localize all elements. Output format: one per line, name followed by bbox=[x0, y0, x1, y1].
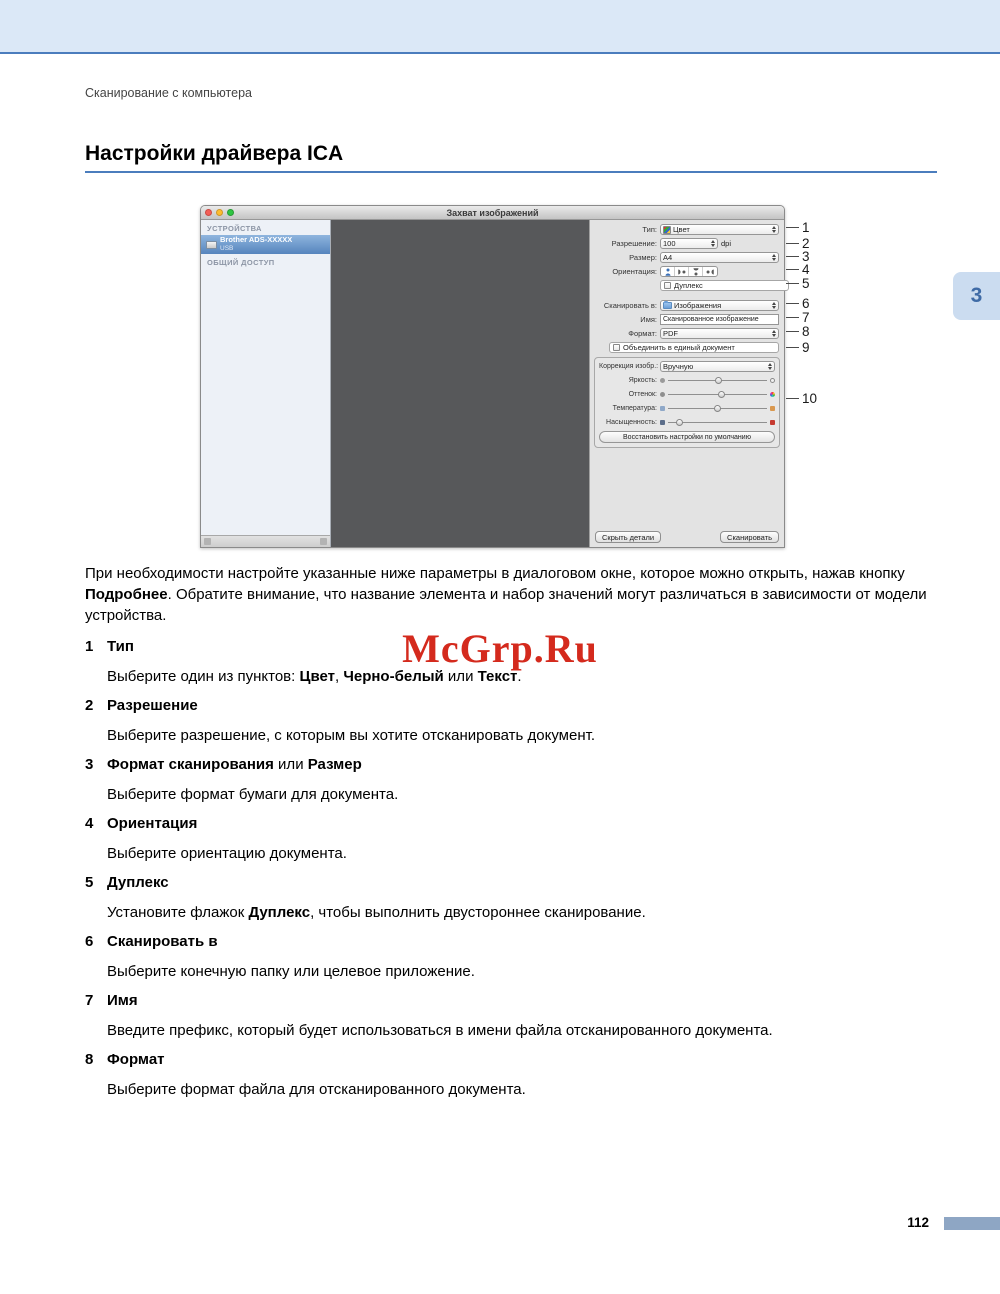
combine-checkbox[interactable] bbox=[613, 344, 620, 351]
callout-3: 3 bbox=[786, 248, 810, 264]
item-body: Выберите формат бумаги для документа. bbox=[107, 786, 399, 803]
item-body: Выберите разрешение, с которым вы хотите отсканировать документ. bbox=[107, 727, 595, 744]
orientation-landscape-button[interactable] bbox=[675, 267, 689, 276]
combine-row bbox=[595, 342, 779, 353]
combine-label: Объединить в единый документ bbox=[623, 343, 735, 352]
type-label: Тип: bbox=[642, 225, 657, 234]
sidebar-settings-icon[interactable] bbox=[320, 538, 327, 545]
device-connection: USB bbox=[220, 245, 234, 253]
callout-4: 4 bbox=[786, 261, 810, 277]
settings-list bbox=[85, 636, 965, 1108]
folder-icon bbox=[663, 302, 672, 309]
correction-dropdown[interactable]: Вручную bbox=[660, 361, 775, 372]
list-item bbox=[85, 990, 965, 1041]
chapter-tab: 3 bbox=[953, 272, 1000, 320]
tint-row bbox=[599, 389, 775, 400]
item-heading: 2 Разрешение bbox=[85, 697, 198, 714]
resolution-label: Разрешение: bbox=[611, 239, 657, 248]
type-row bbox=[595, 224, 779, 235]
item-body: Выберите ориентацию документа. bbox=[107, 845, 347, 862]
list-item bbox=[85, 1049, 965, 1100]
footer-accent-block bbox=[944, 1217, 1000, 1230]
scan-to-label: Сканировать в: bbox=[603, 301, 657, 310]
callout-5: 5 bbox=[786, 275, 810, 291]
stepper-arrows-icon bbox=[770, 226, 776, 233]
color-swatch-icon bbox=[663, 226, 671, 234]
scan-to-row bbox=[595, 300, 779, 311]
image-correction-group bbox=[594, 357, 780, 448]
item-heading: 5 Дуплекс bbox=[85, 874, 169, 891]
scan-button[interactable]: Сканировать bbox=[720, 531, 779, 543]
settings-panel bbox=[589, 220, 784, 547]
shared-header: ОБЩИЙ ДОСТУП bbox=[207, 258, 275, 267]
sidebar-footer bbox=[201, 535, 330, 547]
page-number: 112 bbox=[907, 1215, 929, 1230]
orientation-portrait-button[interactable] bbox=[661, 267, 675, 276]
duplex-checkbox[interactable] bbox=[664, 282, 671, 289]
size-row bbox=[595, 252, 779, 263]
scan-to-dropdown[interactable]: Изображения bbox=[660, 300, 779, 311]
window-titlebar[interactable] bbox=[201, 206, 784, 220]
name-input[interactable]: Сканированное изображение bbox=[660, 314, 779, 325]
callout-1: 1 bbox=[786, 219, 810, 235]
list-item bbox=[85, 813, 965, 864]
stepper-arrows-icon bbox=[709, 240, 715, 247]
title-underline bbox=[85, 171, 937, 173]
item-body: Выберите конечную папку или целевое приложение. bbox=[107, 963, 475, 980]
resolution-unit: dpi bbox=[721, 239, 732, 248]
item-heading: 7 Имя bbox=[85, 992, 138, 1009]
device-name: Brother ADS-XXXXX bbox=[220, 236, 293, 245]
tint-label: Оттенок: bbox=[628, 391, 657, 398]
item-heading: 3 Формат сканирования или Размер bbox=[85, 756, 362, 773]
orientation-control bbox=[660, 266, 718, 277]
brightness-label: Яркость: bbox=[628, 377, 657, 384]
item-heading: 6 Сканировать в bbox=[85, 933, 218, 950]
resolution-dropdown[interactable]: 100 bbox=[660, 238, 718, 249]
orientation-reverse-landscape-button[interactable] bbox=[703, 267, 717, 276]
name-label: Имя: bbox=[640, 315, 657, 324]
item-body: Выберите один из пунктов: Цвет, Черно-белый или Текст. bbox=[107, 668, 522, 685]
stepper-arrows-icon bbox=[770, 330, 776, 337]
list-item bbox=[85, 695, 965, 746]
brightness-slider[interactable] bbox=[660, 375, 775, 386]
device-item[interactable] bbox=[201, 235, 330, 254]
saturation-low-icon bbox=[660, 420, 665, 425]
tint-slider[interactable] bbox=[660, 389, 775, 400]
callout-6: 6 bbox=[786, 295, 810, 311]
list-item bbox=[85, 931, 965, 982]
brightness-high-icon bbox=[770, 378, 775, 383]
duplex-checkbox-group[interactable] bbox=[660, 280, 789, 291]
tint-color-wheel-icon bbox=[770, 392, 775, 397]
slider-thumb[interactable] bbox=[718, 391, 725, 398]
item-heading: 1 Тип bbox=[85, 638, 134, 655]
slider-thumb[interactable] bbox=[714, 405, 721, 412]
callout-9: 9 bbox=[786, 339, 810, 355]
window-title: Захват изображений bbox=[446, 207, 539, 218]
list-item bbox=[85, 872, 965, 923]
list-item bbox=[85, 636, 965, 687]
temperature-warm-icon bbox=[770, 406, 775, 411]
stepper-arrows-icon bbox=[766, 363, 772, 370]
watermark: McGrp.Ru bbox=[402, 626, 598, 671]
size-dropdown[interactable]: A4 bbox=[660, 252, 779, 263]
sidebar-action-icon[interactable] bbox=[204, 538, 211, 545]
callout-2: 2 bbox=[786, 235, 810, 251]
item-body: Выберите формат файла для отсканированного документа. bbox=[107, 1081, 526, 1098]
restore-defaults-button[interactable]: Восстановить настройки по умолчанию bbox=[599, 431, 775, 443]
callout-10: 10 bbox=[786, 390, 817, 406]
image-capture-window bbox=[200, 205, 785, 548]
header-band bbox=[0, 0, 1000, 54]
orientation-row bbox=[595, 266, 779, 277]
stepper-arrows-icon bbox=[770, 302, 776, 309]
saturation-high-icon bbox=[770, 420, 775, 425]
name-row bbox=[595, 314, 779, 325]
saturation-slider[interactable] bbox=[660, 417, 775, 428]
format-dropdown[interactable]: PDF bbox=[660, 328, 779, 339]
duplex-row bbox=[595, 280, 779, 291]
temperature-slider[interactable] bbox=[660, 403, 775, 414]
temperature-row bbox=[599, 403, 775, 414]
scanner-icon bbox=[206, 241, 217, 249]
type-dropdown[interactable]: Цвет bbox=[660, 224, 779, 235]
item-body: Установите флажок Дуплекс, чтобы выполнить двустороннее сканирование. bbox=[107, 904, 646, 921]
callout-8: 8 bbox=[786, 323, 810, 339]
brightness-low-icon bbox=[660, 378, 665, 383]
callout-7: 7 bbox=[786, 309, 810, 325]
item-body: Введите префикс, который будет использоваться в имени файла отсканированного документа. bbox=[107, 1022, 773, 1039]
dialog-button-bar bbox=[590, 531, 784, 543]
saturation-label: Насыщенность: bbox=[606, 419, 657, 426]
devices-sidebar bbox=[201, 220, 331, 547]
resolution-row bbox=[595, 238, 779, 249]
combine-checkbox-group[interactable] bbox=[609, 342, 779, 353]
brightness-row bbox=[599, 375, 775, 386]
correction-label: Коррекция изобр.: bbox=[599, 363, 659, 370]
list-item bbox=[85, 754, 965, 805]
format-label: Формат: bbox=[628, 329, 657, 338]
slider-thumb[interactable] bbox=[715, 377, 722, 384]
slider-thumb[interactable] bbox=[676, 419, 683, 426]
item-heading: 4 Ориентация bbox=[85, 815, 198, 832]
breadcrumb: Сканирование с компьютера bbox=[85, 86, 252, 100]
tint-low-icon bbox=[660, 392, 665, 397]
devices-header: УСТРОЙСТВА bbox=[207, 224, 262, 233]
orientation-reverse-portrait-button[interactable] bbox=[689, 267, 703, 276]
duplex-label: Дуплекс bbox=[674, 281, 703, 290]
temperature-label: Температура: bbox=[612, 405, 657, 412]
size-label: Размер: bbox=[629, 253, 657, 262]
saturation-row bbox=[599, 417, 775, 428]
correction-row bbox=[599, 361, 775, 372]
hide-details-button[interactable]: Скрыть детали bbox=[595, 531, 661, 543]
page-title: Настройки драйвера ICA bbox=[85, 142, 344, 165]
item-heading: 8 Формат bbox=[85, 1051, 165, 1068]
temperature-cold-icon bbox=[660, 406, 665, 411]
stepper-arrows-icon bbox=[770, 254, 776, 261]
orientation-label: Ориентация: bbox=[612, 267, 657, 276]
format-row bbox=[595, 328, 779, 339]
scan-preview-area bbox=[331, 220, 589, 547]
intro-paragraph: При необходимости настройте указанные ниже параметры в диалоговом окне, которое можно открыть, нажав кнопку Подробнее. Обратите внимание, что название элемента и набор значений могут различаться в зависимости от модели устройства. bbox=[85, 565, 927, 624]
window-body bbox=[201, 220, 784, 547]
